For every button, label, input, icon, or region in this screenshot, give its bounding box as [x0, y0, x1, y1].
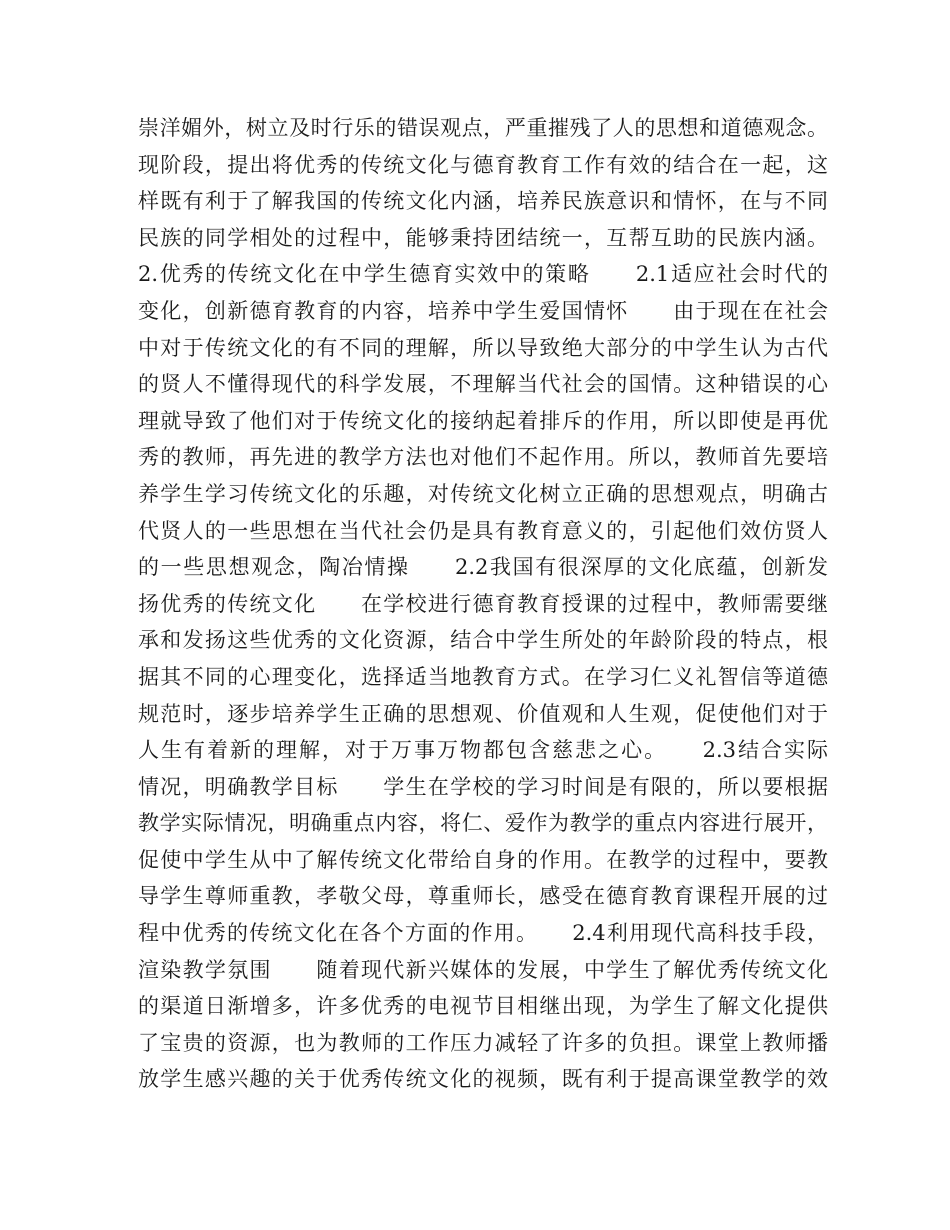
text-line: 促使中学生从中了解传统文化带给自身的作用。在教学的过程中，要教: [138, 847, 828, 872]
text-line: 规范时，逐步培养学生正确的思想观、价值观和人生观，促使他们对于: [138, 701, 828, 726]
body-text: [138, 110, 828, 1098]
text-line: 现阶段，提出将优秀的传统文化与德育教育工作有效的结合在一起，这: [138, 152, 828, 177]
text-line: 样既有利于了解我国的传统文化内涵，培养民族意识和情怀，在与不同: [138, 189, 828, 214]
text-line: 的渠道日渐增多，许多优秀的电视节目相继出现，为学生了解文化提供: [138, 994, 828, 1019]
text-line: 据其不同的心理变化，选择适当地教育方式。在学习仁义礼智信等道德: [138, 664, 828, 689]
text-line: 中对于传统文化的有不同的理解，所以导致绝大部分的中学生认为古代: [138, 335, 828, 360]
text-line: 放学生感兴趣的关于优秀传统文化的视频，既有利于提高课堂教学的效: [138, 1067, 828, 1092]
text-line: 的一些思想观念，陶冶情操 2.2我国有很深厚的文化底蕴，创新发: [138, 555, 828, 580]
text-line: 理就导致了他们对于传统文化的接纳起着排斥的作用，所以即使是再优: [138, 408, 828, 433]
text-line: 民族的同学相处的过程中，能够秉持团结统一，互帮互助的民族内涵。: [138, 225, 828, 250]
text-line: 秀的教师，再先进的教学方法也对他们不起作用。所以，教师首先要培: [138, 445, 828, 470]
text-line: 养学生学习传统文化的乐趣，对传统文化树立正确的思想观点，明确古: [138, 481, 828, 506]
text-line: 人生有着新的理解，对于万事万物都包含慈悲之心。 2.3结合实际: [138, 738, 828, 763]
text-line: 导学生尊师重教，孝敬父母，尊重师长，感受在德育教育课程开展的过: [138, 884, 828, 909]
text-line: 的贤人不懂得现代的科学发展，不理解当代社会的国情。这种错误的心: [138, 372, 828, 397]
text-line: 了宝贵的资源，也为教师的工作压力减轻了许多的负担。课堂上教师播: [138, 1030, 828, 1055]
text-line: 承和发扬这些优秀的文化资源，结合中学生所处的年龄阶段的特点，根: [138, 628, 828, 653]
text-line: 教学实际情况，明确重点内容，将仁、爱作为教学的重点内容进行展开，: [138, 811, 828, 836]
text-line: 情况，明确教学目标 学生在学校的学习时间是有限的，所以要根据: [138, 774, 828, 799]
text-line: 代贤人的一些思想在当代社会仍是具有教育意义的，引起他们效仿贤人: [138, 518, 828, 543]
text-line: 崇洋媚外，树立及时行乐的错误观点，严重摧残了人的思想和道德观念。: [138, 116, 828, 140]
text-line: 程中优秀的传统文化在各个方面的作用。 2.4利用现代高科技手段，: [138, 921, 828, 946]
text-line: 扬优秀的传统文化 在学校进行德育教育授课的过程中，教师需要继: [138, 591, 828, 616]
text-line: 2.优秀的传统文化在中学生德育实效中的策略 2.1适应社会时代的: [138, 262, 828, 287]
text-line: 变化，创新德育教育的内容，培养中学生爱国情怀 由于现在在社会: [138, 298, 828, 323]
text-line: 渲染教学氛围 随着现代新兴媒体的发展，中学生了解优秀传统文化: [138, 957, 828, 982]
